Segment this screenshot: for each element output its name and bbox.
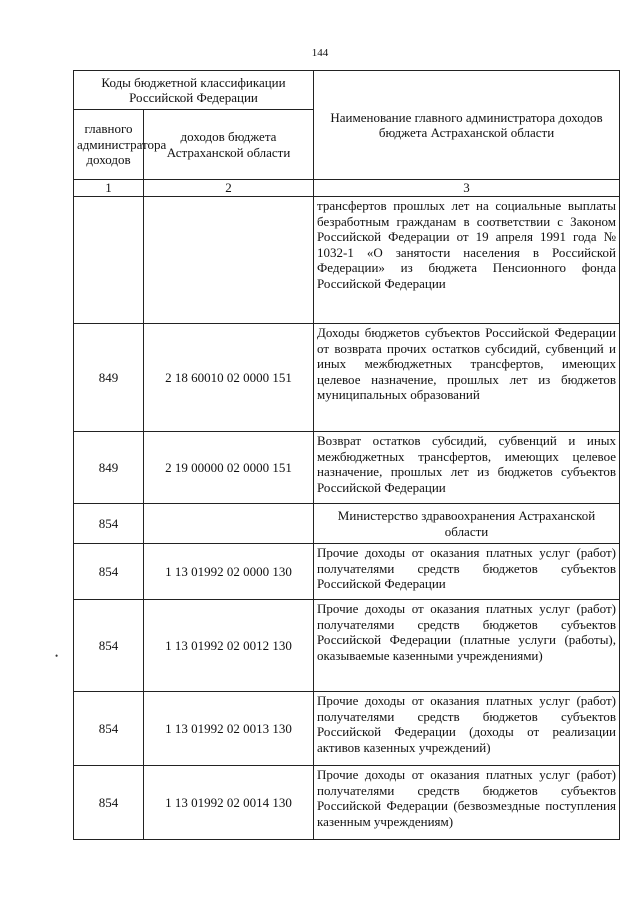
header-codes-group: Коды бюджетной классификации Российской Федерации: [74, 71, 314, 110]
admin-code-cell: 854: [74, 692, 144, 766]
header-main-administrator: главного администратора доходов: [74, 110, 144, 180]
income-code-cell: 1 13 01992 02 0013 130: [144, 692, 314, 766]
budget-classification-table: [73, 70, 620, 840]
column-number-3: 3: [314, 180, 620, 197]
header-administrator-name: Наименование главного администратора доходов бюджета Астраханской области: [314, 71, 620, 180]
table-row: [74, 197, 620, 324]
income-name-cell: трансфертов прошлых лет на социальные выплаты безработным гражданам в соответствии с Законом Российской Федерации от 19 апреля 1991 года № 1032-1 «О занятости населения в Российской Федерации» из бюджета Пенсионного фонда Российской Федерации: [314, 197, 620, 324]
income-name-cell: Прочие доходы от оказания платных услуг (работ) получателями средств бюджетов субъектов Российской Федерации (безвозмездные поступления казенным учреждениям): [314, 766, 620, 840]
admin-code-cell: [74, 197, 144, 324]
income-code-cell: 1 13 01992 02 0000 130: [144, 544, 314, 600]
scan-mark: •: [55, 651, 59, 661]
table-row: [74, 600, 620, 692]
table-row: [74, 324, 620, 432]
admin-code-cell: 854: [74, 504, 144, 544]
income-name-cell: Прочие доходы от оказания платных услуг (работ) получателями средств бюджетов субъектов Российской Федерации (платные услуги (работы), оказываемые казенными учреждениями): [314, 600, 620, 692]
table-row: [74, 432, 620, 504]
income-code-cell: 1 13 01992 02 0014 130: [144, 766, 314, 840]
header-income-code: доходов бюджета Астраханской области: [144, 110, 314, 180]
table-row: [74, 766, 620, 840]
income-code-cell: 2 18 60010 02 0000 151: [144, 324, 314, 432]
admin-code-cell: 854: [74, 600, 144, 692]
column-number-2: 2: [144, 180, 314, 197]
income-code-cell: 2 19 00000 02 0000 151: [144, 432, 314, 504]
table-row: [74, 504, 620, 544]
income-name-cell: Прочие доходы от оказания платных услуг (работ) получателями средств бюджетов субъектов Российской Федерации: [314, 544, 620, 600]
income-code-cell: [144, 197, 314, 324]
income-code-cell: [144, 504, 314, 544]
page-number: 144: [311, 47, 329, 59]
admin-code-cell: 854: [74, 544, 144, 600]
admin-code-cell: 849: [74, 432, 144, 504]
admin-code-cell: 849: [74, 324, 144, 432]
ministry-name-cell: Министерство здравоохранения Астраханской области: [314, 504, 620, 544]
income-name-cell: Доходы бюджетов субъектов Российской Федерации от возврата прочих остатков субсидий, субвенций и иных межбюджетных трансфертов, имеющих целевое назначение, прошлых лет из бюджетов муниципальных образований: [314, 324, 620, 432]
admin-code-cell: 854: [74, 766, 144, 840]
table-row: [74, 692, 620, 766]
column-number-1: 1: [74, 180, 144, 197]
table-row: [74, 544, 620, 600]
income-code-cell: 1 13 01992 02 0012 130: [144, 600, 314, 692]
income-name-cell: Прочие доходы от оказания платных услуг (работ) получателями средств бюджетов субъектов Российской Федерации (доходы от реализации активов казенных учреждений): [314, 692, 620, 766]
income-name-cell: Возврат остатков субсидий, субвенций и иных межбюджетных трансфертов, имеющих целевое назначение, прошлых лет из бюджетов субъектов Российской Федерации: [314, 432, 620, 504]
